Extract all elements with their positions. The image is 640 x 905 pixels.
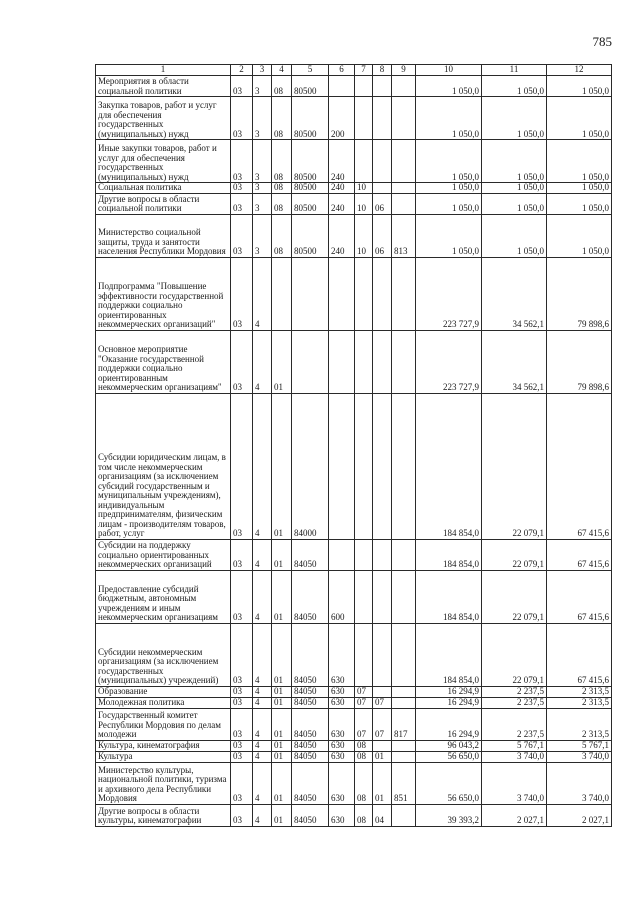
code-cell: 03 [231, 686, 253, 697]
row-name-cell: Закупка товаров, работ и услуг для обеспечения государственных (муниципальных) нужд [96, 97, 231, 140]
code-cell: 01 [272, 686, 292, 697]
code-cell [373, 183, 392, 194]
amount-cell: 1 050,0 [547, 140, 612, 183]
amount-cell: 3 740,0 [482, 751, 547, 762]
table-row [96, 393, 612, 539]
code-cell: 03 [231, 762, 253, 804]
code-cell: 03 [231, 183, 253, 194]
code-cell: 3 [253, 140, 272, 183]
table-row [96, 539, 612, 570]
column-header: 3 [253, 65, 272, 76]
amount-cell: 1 050,0 [482, 193, 547, 214]
code-cell: 3 [253, 76, 272, 97]
code-cell: 07 [373, 697, 392, 708]
code-cell [355, 570, 373, 623]
code-cell: 813 [392, 214, 416, 257]
amount-cell: 184 854,0 [416, 570, 482, 623]
amount-cell: 1 050,0 [482, 97, 547, 140]
amount-cell: 1 050,0 [416, 214, 482, 257]
code-cell [392, 751, 416, 762]
code-cell: 08 [272, 214, 292, 257]
code-cell [373, 570, 392, 623]
code-cell [392, 97, 416, 140]
table-row [96, 740, 612, 751]
page-number: 785 [592, 34, 612, 49]
code-cell: 84050 [292, 539, 329, 570]
code-cell: 630 [329, 804, 355, 826]
code-cell [272, 257, 292, 330]
code-cell: 01 [272, 740, 292, 751]
amount-cell: 1 050,0 [547, 193, 612, 214]
code-cell [329, 76, 355, 97]
code-cell [329, 393, 355, 539]
amount-cell: 1 050,0 [416, 76, 482, 97]
amount-cell: 67 415,6 [547, 623, 612, 686]
code-cell: 03 [231, 140, 253, 183]
code-cell [373, 97, 392, 140]
code-cell: 84050 [292, 804, 329, 826]
code-cell [392, 697, 416, 708]
code-cell: 06 [373, 193, 392, 214]
column-header: 12 [547, 65, 612, 76]
code-cell: 4 [253, 762, 272, 804]
code-cell: 80500 [292, 183, 329, 194]
code-cell [292, 257, 329, 330]
row-name-cell: Государственный комитет Республики Мордовия по делам молодежи [96, 708, 231, 740]
amount-cell: 3 740,0 [547, 762, 612, 804]
column-header: 6 [329, 65, 355, 76]
code-cell: 07 [373, 708, 392, 740]
code-cell [355, 623, 373, 686]
amount-cell: 56 650,0 [416, 751, 482, 762]
amount-cell: 16 294,9 [416, 686, 482, 697]
code-cell: 01 [272, 393, 292, 539]
code-cell: 01 [272, 804, 292, 826]
code-cell: 01 [272, 762, 292, 804]
row-name-cell: Основное мероприятие "Оказание государственной поддержки социально ориентированным некоммерческим организациям" [96, 330, 231, 393]
code-cell [392, 76, 416, 97]
code-cell [392, 140, 416, 183]
code-cell: 84050 [292, 686, 329, 697]
amount-cell: 16 294,9 [416, 708, 482, 740]
code-cell [373, 257, 392, 330]
column-header: 8 [373, 65, 392, 76]
table-row [96, 214, 612, 257]
code-cell: 851 [392, 762, 416, 804]
amount-cell: 2 027,1 [547, 804, 612, 826]
code-cell: 08 [272, 193, 292, 214]
code-cell: 03 [231, 751, 253, 762]
amount-cell: 1 050,0 [482, 140, 547, 183]
code-cell: 84050 [292, 740, 329, 751]
code-cell: 240 [329, 140, 355, 183]
row-name-cell: Культура, кинематография [96, 740, 231, 751]
table-row [96, 76, 612, 97]
table-row [96, 697, 612, 708]
column-header: 9 [392, 65, 416, 76]
row-name-cell: Социальная политика [96, 183, 231, 194]
amount-cell: 79 898,6 [547, 257, 612, 330]
amount-cell: 1 050,0 [416, 140, 482, 183]
code-cell: 84050 [292, 697, 329, 708]
column-header: 1 [96, 65, 231, 76]
header-row [96, 65, 612, 76]
code-cell: 03 [231, 539, 253, 570]
amount-cell: 22 079,1 [482, 570, 547, 623]
code-cell [355, 140, 373, 183]
amount-cell: 34 562,1 [482, 330, 547, 393]
table-row [96, 183, 612, 194]
code-cell: 4 [253, 570, 272, 623]
table-row [96, 257, 612, 330]
table-row [96, 804, 612, 826]
amount-cell: 1 050,0 [416, 97, 482, 140]
code-cell [355, 76, 373, 97]
code-cell [373, 330, 392, 393]
code-cell [373, 76, 392, 97]
code-cell [392, 193, 416, 214]
code-cell: 3 [253, 193, 272, 214]
code-cell: 01 [373, 762, 392, 804]
code-cell [392, 804, 416, 826]
code-cell [355, 257, 373, 330]
code-cell: 84050 [292, 751, 329, 762]
code-cell: 4 [253, 539, 272, 570]
row-name-cell: Предоставление субсидий бюджетным, автономным учреждениям и иным некоммерческим организациям [96, 570, 231, 623]
amount-cell: 96 043,2 [416, 740, 482, 751]
amount-cell: 2 313,5 [547, 686, 612, 697]
code-cell: 10 [355, 183, 373, 194]
code-cell [392, 570, 416, 623]
row-name-cell: Молодежная политика [96, 697, 231, 708]
code-cell: 08 [272, 76, 292, 97]
code-cell [355, 393, 373, 539]
code-cell: 03 [231, 330, 253, 393]
amount-cell: 56 650,0 [416, 762, 482, 804]
table-row [96, 140, 612, 183]
amount-cell: 184 854,0 [416, 393, 482, 539]
row-name-cell: Министерство культуры, национальной политики, туризма и архивного дела Республики Мордовия [96, 762, 231, 804]
amount-cell: 16 294,9 [416, 697, 482, 708]
code-cell: 84050 [292, 708, 329, 740]
code-cell: 01 [272, 708, 292, 740]
amount-cell: 39 393,2 [416, 804, 482, 826]
code-cell: 08 [272, 183, 292, 194]
code-cell: 08 [355, 751, 373, 762]
code-cell: 200 [329, 97, 355, 140]
amount-cell: 22 079,1 [482, 539, 547, 570]
column-header: 4 [272, 65, 292, 76]
amount-cell: 2 313,5 [547, 697, 612, 708]
amount-cell: 5 767,1 [547, 740, 612, 751]
amount-cell: 5 767,1 [482, 740, 547, 751]
row-name-cell: Министерство социальной защиты, труда и занятости населения Республики Мордовия [96, 214, 231, 257]
code-cell: 06 [373, 214, 392, 257]
amount-cell: 2 313,5 [547, 708, 612, 740]
code-cell [392, 393, 416, 539]
amount-cell: 3 740,0 [482, 762, 547, 804]
code-cell: 03 [231, 97, 253, 140]
code-cell [373, 140, 392, 183]
code-cell: 01 [272, 570, 292, 623]
code-cell: 01 [272, 623, 292, 686]
code-cell: 84050 [292, 570, 329, 623]
code-cell: 03 [231, 623, 253, 686]
code-cell: 4 [253, 697, 272, 708]
code-cell: 03 [231, 697, 253, 708]
code-cell: 04 [373, 804, 392, 826]
code-cell: 630 [329, 623, 355, 686]
code-cell: 4 [253, 623, 272, 686]
table-row [96, 97, 612, 140]
table-row [96, 623, 612, 686]
code-cell: 240 [329, 214, 355, 257]
row-name-cell: Другие вопросы в области социальной политики [96, 193, 231, 214]
amount-cell: 1 050,0 [482, 214, 547, 257]
code-cell [373, 740, 392, 751]
code-cell: 4 [253, 393, 272, 539]
code-cell [355, 330, 373, 393]
code-cell [329, 257, 355, 330]
code-cell: 84000 [292, 393, 329, 539]
code-cell [392, 257, 416, 330]
code-cell: 240 [329, 193, 355, 214]
code-cell: 630 [329, 762, 355, 804]
code-cell [392, 623, 416, 686]
code-cell: 4 [253, 751, 272, 762]
code-cell [292, 330, 329, 393]
table-row [96, 330, 612, 393]
code-cell: 3 [253, 214, 272, 257]
code-cell: 03 [231, 76, 253, 97]
column-header: 10 [416, 65, 482, 76]
amount-cell: 1 050,0 [547, 97, 612, 140]
code-cell: 03 [231, 740, 253, 751]
code-cell: 10 [355, 193, 373, 214]
code-cell: 80500 [292, 76, 329, 97]
code-cell: 08 [355, 740, 373, 751]
budget-table [95, 64, 612, 827]
code-cell: 08 [355, 762, 373, 804]
code-cell: 01 [272, 751, 292, 762]
amount-cell: 3 740,0 [547, 751, 612, 762]
code-cell [392, 686, 416, 697]
code-cell: 3 [253, 183, 272, 194]
code-cell: 07 [355, 697, 373, 708]
code-cell [355, 97, 373, 140]
amount-cell: 223 727,9 [416, 257, 482, 330]
amount-cell: 1 050,0 [547, 183, 612, 194]
code-cell [392, 183, 416, 194]
amount-cell: 1 050,0 [482, 183, 547, 194]
row-name-cell: Субсидии некоммерческим организациям (за исключением государственных (муниципальных) учреждений) [96, 623, 231, 686]
row-name-cell: Иные закупки товаров, работ и услуг для обеспечения государственных (муниципальных) нужд [96, 140, 231, 183]
amount-cell: 1 050,0 [547, 214, 612, 257]
code-cell [329, 330, 355, 393]
code-cell: 3 [253, 97, 272, 140]
code-cell: 4 [253, 740, 272, 751]
amount-cell: 2 237,5 [482, 686, 547, 697]
code-cell: 84050 [292, 762, 329, 804]
amount-cell: 22 079,1 [482, 623, 547, 686]
code-cell [392, 539, 416, 570]
amount-cell: 79 898,6 [547, 330, 612, 393]
amount-cell: 67 415,6 [547, 539, 612, 570]
code-cell: 03 [231, 804, 253, 826]
column-header: 5 [292, 65, 329, 76]
amount-cell: 2 237,5 [482, 697, 547, 708]
amount-cell: 67 415,6 [547, 393, 612, 539]
code-cell: 240 [329, 183, 355, 194]
amount-cell: 2 237,5 [482, 708, 547, 740]
code-cell: 07 [355, 708, 373, 740]
amount-cell: 184 854,0 [416, 623, 482, 686]
code-cell: 03 [231, 214, 253, 257]
table-row [96, 762, 612, 804]
row-name-cell: Образование [96, 686, 231, 697]
code-cell: 01 [272, 697, 292, 708]
code-cell: 03 [231, 570, 253, 623]
amount-cell: 1 050,0 [416, 193, 482, 214]
code-cell [373, 686, 392, 697]
code-cell [392, 740, 416, 751]
code-cell: 08 [272, 140, 292, 183]
code-cell [329, 539, 355, 570]
code-cell: 80500 [292, 193, 329, 214]
code-cell [392, 330, 416, 393]
amount-cell: 1 050,0 [482, 76, 547, 97]
column-header: 2 [231, 65, 253, 76]
code-cell: 630 [329, 751, 355, 762]
row-name-cell: Субсидии юридическим лицам, в том числе некоммерческим организациям (за исключением субсидий государственным и муниципальным учреждениям), индивидуальным предпринимателям, физическим лицам - производителям товаров, работ, услуг [96, 393, 231, 539]
code-cell: 07 [355, 686, 373, 697]
amount-cell: 1 050,0 [416, 183, 482, 194]
code-cell [373, 539, 392, 570]
amount-cell: 184 854,0 [416, 539, 482, 570]
code-cell: 80500 [292, 97, 329, 140]
code-cell: 4 [253, 257, 272, 330]
amount-cell: 2 027,1 [482, 804, 547, 826]
column-header: 7 [355, 65, 373, 76]
row-name-cell: Культура [96, 751, 231, 762]
row-name-cell: Подпрограмма "Повышение эффективности государственной поддержки социально ориентированных некоммерческих организаций" [96, 257, 231, 330]
code-cell: 03 [231, 708, 253, 740]
code-cell: 03 [231, 257, 253, 330]
code-cell: 10 [355, 214, 373, 257]
code-cell: 630 [329, 686, 355, 697]
code-cell: 80500 [292, 140, 329, 183]
table-row [96, 708, 612, 740]
code-cell: 4 [253, 330, 272, 393]
table-row [96, 570, 612, 623]
code-cell [373, 393, 392, 539]
table-row [96, 193, 612, 214]
code-cell: 4 [253, 686, 272, 697]
code-cell: 01 [272, 330, 292, 393]
amount-cell: 1 050,0 [547, 76, 612, 97]
code-cell: 817 [392, 708, 416, 740]
amount-cell: 67 415,6 [547, 570, 612, 623]
row-name-cell: Субсидии на поддержку социально ориентированных некоммерческих организаций [96, 539, 231, 570]
amount-cell: 22 079,1 [482, 393, 547, 539]
amount-cell: 34 562,1 [482, 257, 547, 330]
code-cell: 08 [355, 804, 373, 826]
code-cell: 600 [329, 570, 355, 623]
code-cell: 630 [329, 708, 355, 740]
code-cell: 4 [253, 804, 272, 826]
code-cell: 01 [272, 539, 292, 570]
code-cell [373, 623, 392, 686]
table-row [96, 751, 612, 762]
code-cell: 84050 [292, 623, 329, 686]
column-header: 11 [482, 65, 547, 76]
code-cell: 630 [329, 697, 355, 708]
code-cell: 630 [329, 740, 355, 751]
code-cell: 08 [272, 97, 292, 140]
row-name-cell: Мероприятия в области социальной политики [96, 76, 231, 97]
table-row [96, 686, 612, 697]
code-cell: 80500 [292, 214, 329, 257]
row-name-cell: Другие вопросы в области культуры, кинематографии [96, 804, 231, 826]
code-cell: 03 [231, 193, 253, 214]
amount-cell: 223 727,9 [416, 330, 482, 393]
code-cell: 03 [231, 393, 253, 539]
code-cell: 4 [253, 708, 272, 740]
code-cell [355, 539, 373, 570]
code-cell: 01 [373, 751, 392, 762]
